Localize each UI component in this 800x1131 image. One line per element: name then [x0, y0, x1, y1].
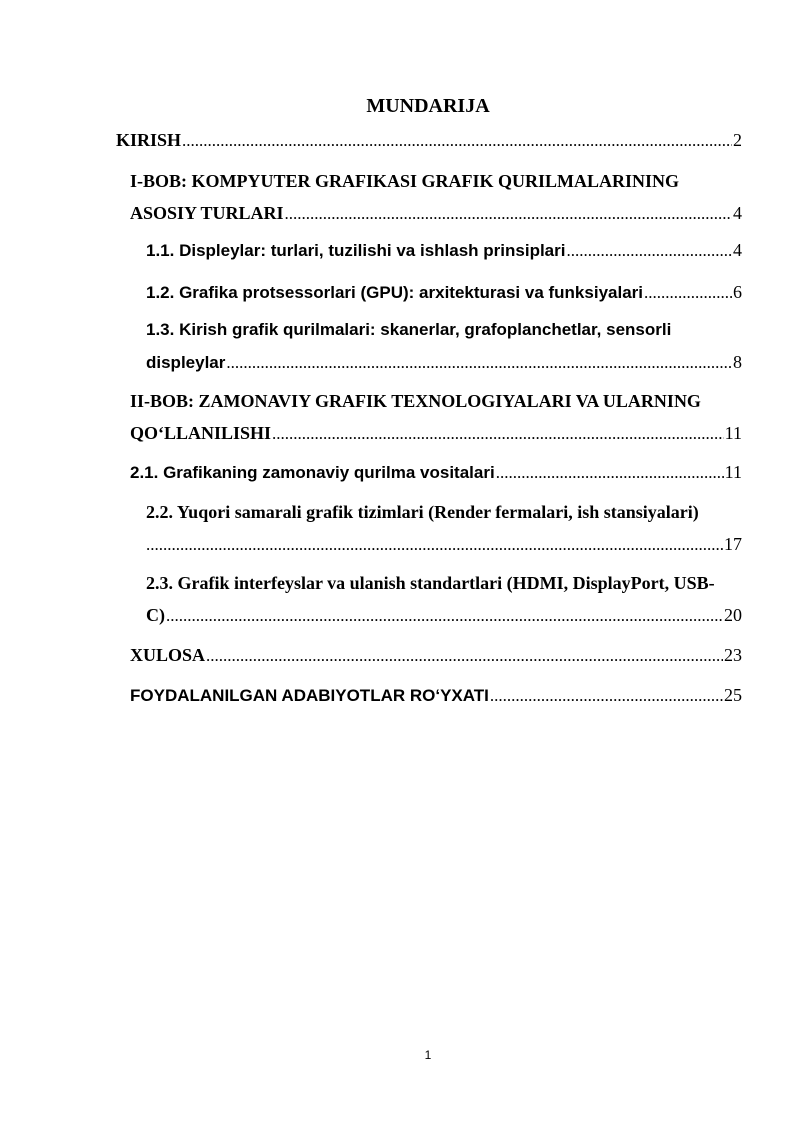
toc-entry-section-2-1[interactable] [130, 460, 742, 485]
dot-leader [566, 239, 732, 263]
toc-entry-xulosa[interactable] [130, 643, 742, 668]
toc-entry-label: XULOSA [130, 645, 206, 665]
dot-leader [146, 533, 723, 557]
dot-leader [272, 422, 724, 446]
dot-leader [496, 461, 724, 485]
toc-entry-label-line2: ASOSIY TURLARI [130, 203, 284, 223]
toc-entry-label: 2.1. Grafikaning zamonaviy qurilma vositalari [130, 463, 495, 482]
toc-title: MUNDARIJA [366, 95, 490, 117]
toc-page-number: 4 [733, 203, 742, 223]
toc-entry-section-2-2[interactable] [146, 500, 742, 557]
toc-entry-label: 1.1. Displeylar: turlari, tuzilishi va ishlash prinsiplari [146, 241, 566, 260]
toc-entry-chapter-2[interactable] [130, 389, 742, 446]
toc-entry-label-line2: displeylar [146, 353, 226, 372]
toc-entry-kirish[interactable] [116, 128, 742, 153]
toc-entry-label: 1.2. Grafika protsessorlari (GPU): arxitekturasi va funksiyalari [146, 283, 643, 302]
dot-leader [206, 644, 723, 668]
toc-entry-label-line1: II-BOB: ZAMONAVIY GRAFIK TEXNOLOGIYALARI VA ULARNING [130, 391, 701, 411]
toc-entry-section-1-1[interactable] [146, 238, 742, 263]
dot-leader [182, 129, 732, 153]
toc-page-number: 17 [724, 534, 742, 554]
toc-page-number: 2 [733, 130, 742, 150]
dot-leader [166, 604, 723, 628]
toc-entry-label-line1: I-BOB: KOMPYUTER GRAFIKASI GRAFIK QURILMALARINING [130, 171, 680, 191]
toc-page-number: 25 [724, 685, 742, 705]
toc-entry-label-line2: C) [146, 605, 165, 625]
toc-entry-label: KIRISH [116, 130, 182, 150]
toc-entry-chapter-1[interactable] [130, 169, 742, 226]
toc-page-number: 11 [724, 462, 742, 482]
dot-leader [490, 684, 723, 708]
toc-entry-label: FOYDALANILGAN ADABIYOTLAR RO‘YXATI [130, 686, 489, 705]
toc-entry-section-1-2[interactable] [146, 280, 742, 305]
toc-entry-label-line1: 1.3. Kirish grafik qurilmalari: skanerlar, grafoplanchetlar, sensorli [146, 320, 672, 339]
toc-page-number: 6 [733, 282, 742, 302]
toc-page-number: 4 [733, 240, 742, 260]
toc-entry-adabiyotlar[interactable] [130, 683, 742, 708]
toc-page-number: 23 [724, 645, 742, 665]
toc-page-number: 20 [724, 605, 742, 625]
toc-page-number: 8 [733, 352, 742, 372]
dot-leader [226, 351, 732, 375]
toc-page-number: 11 [724, 423, 742, 443]
dot-leader [285, 202, 732, 226]
toc-entry-label-line1: 2.2. Yuqori samarali grafik tizimlari (Render fermalari, ish stansiyalari) [146, 502, 699, 522]
toc-entry-section-1-3[interactable] [146, 318, 742, 375]
toc-entry-label-line1: 2.3. Grafik interfeyslar va ulanish standartlari (HDMI, DisplayPort, USB- [146, 573, 715, 593]
page-number-footer: 1 [424, 1048, 432, 1062]
dot-leader [644, 281, 732, 305]
toc-entry-label-line2: QO‘LLANILISHI [130, 423, 272, 443]
toc-entry-section-2-3[interactable] [146, 571, 742, 628]
